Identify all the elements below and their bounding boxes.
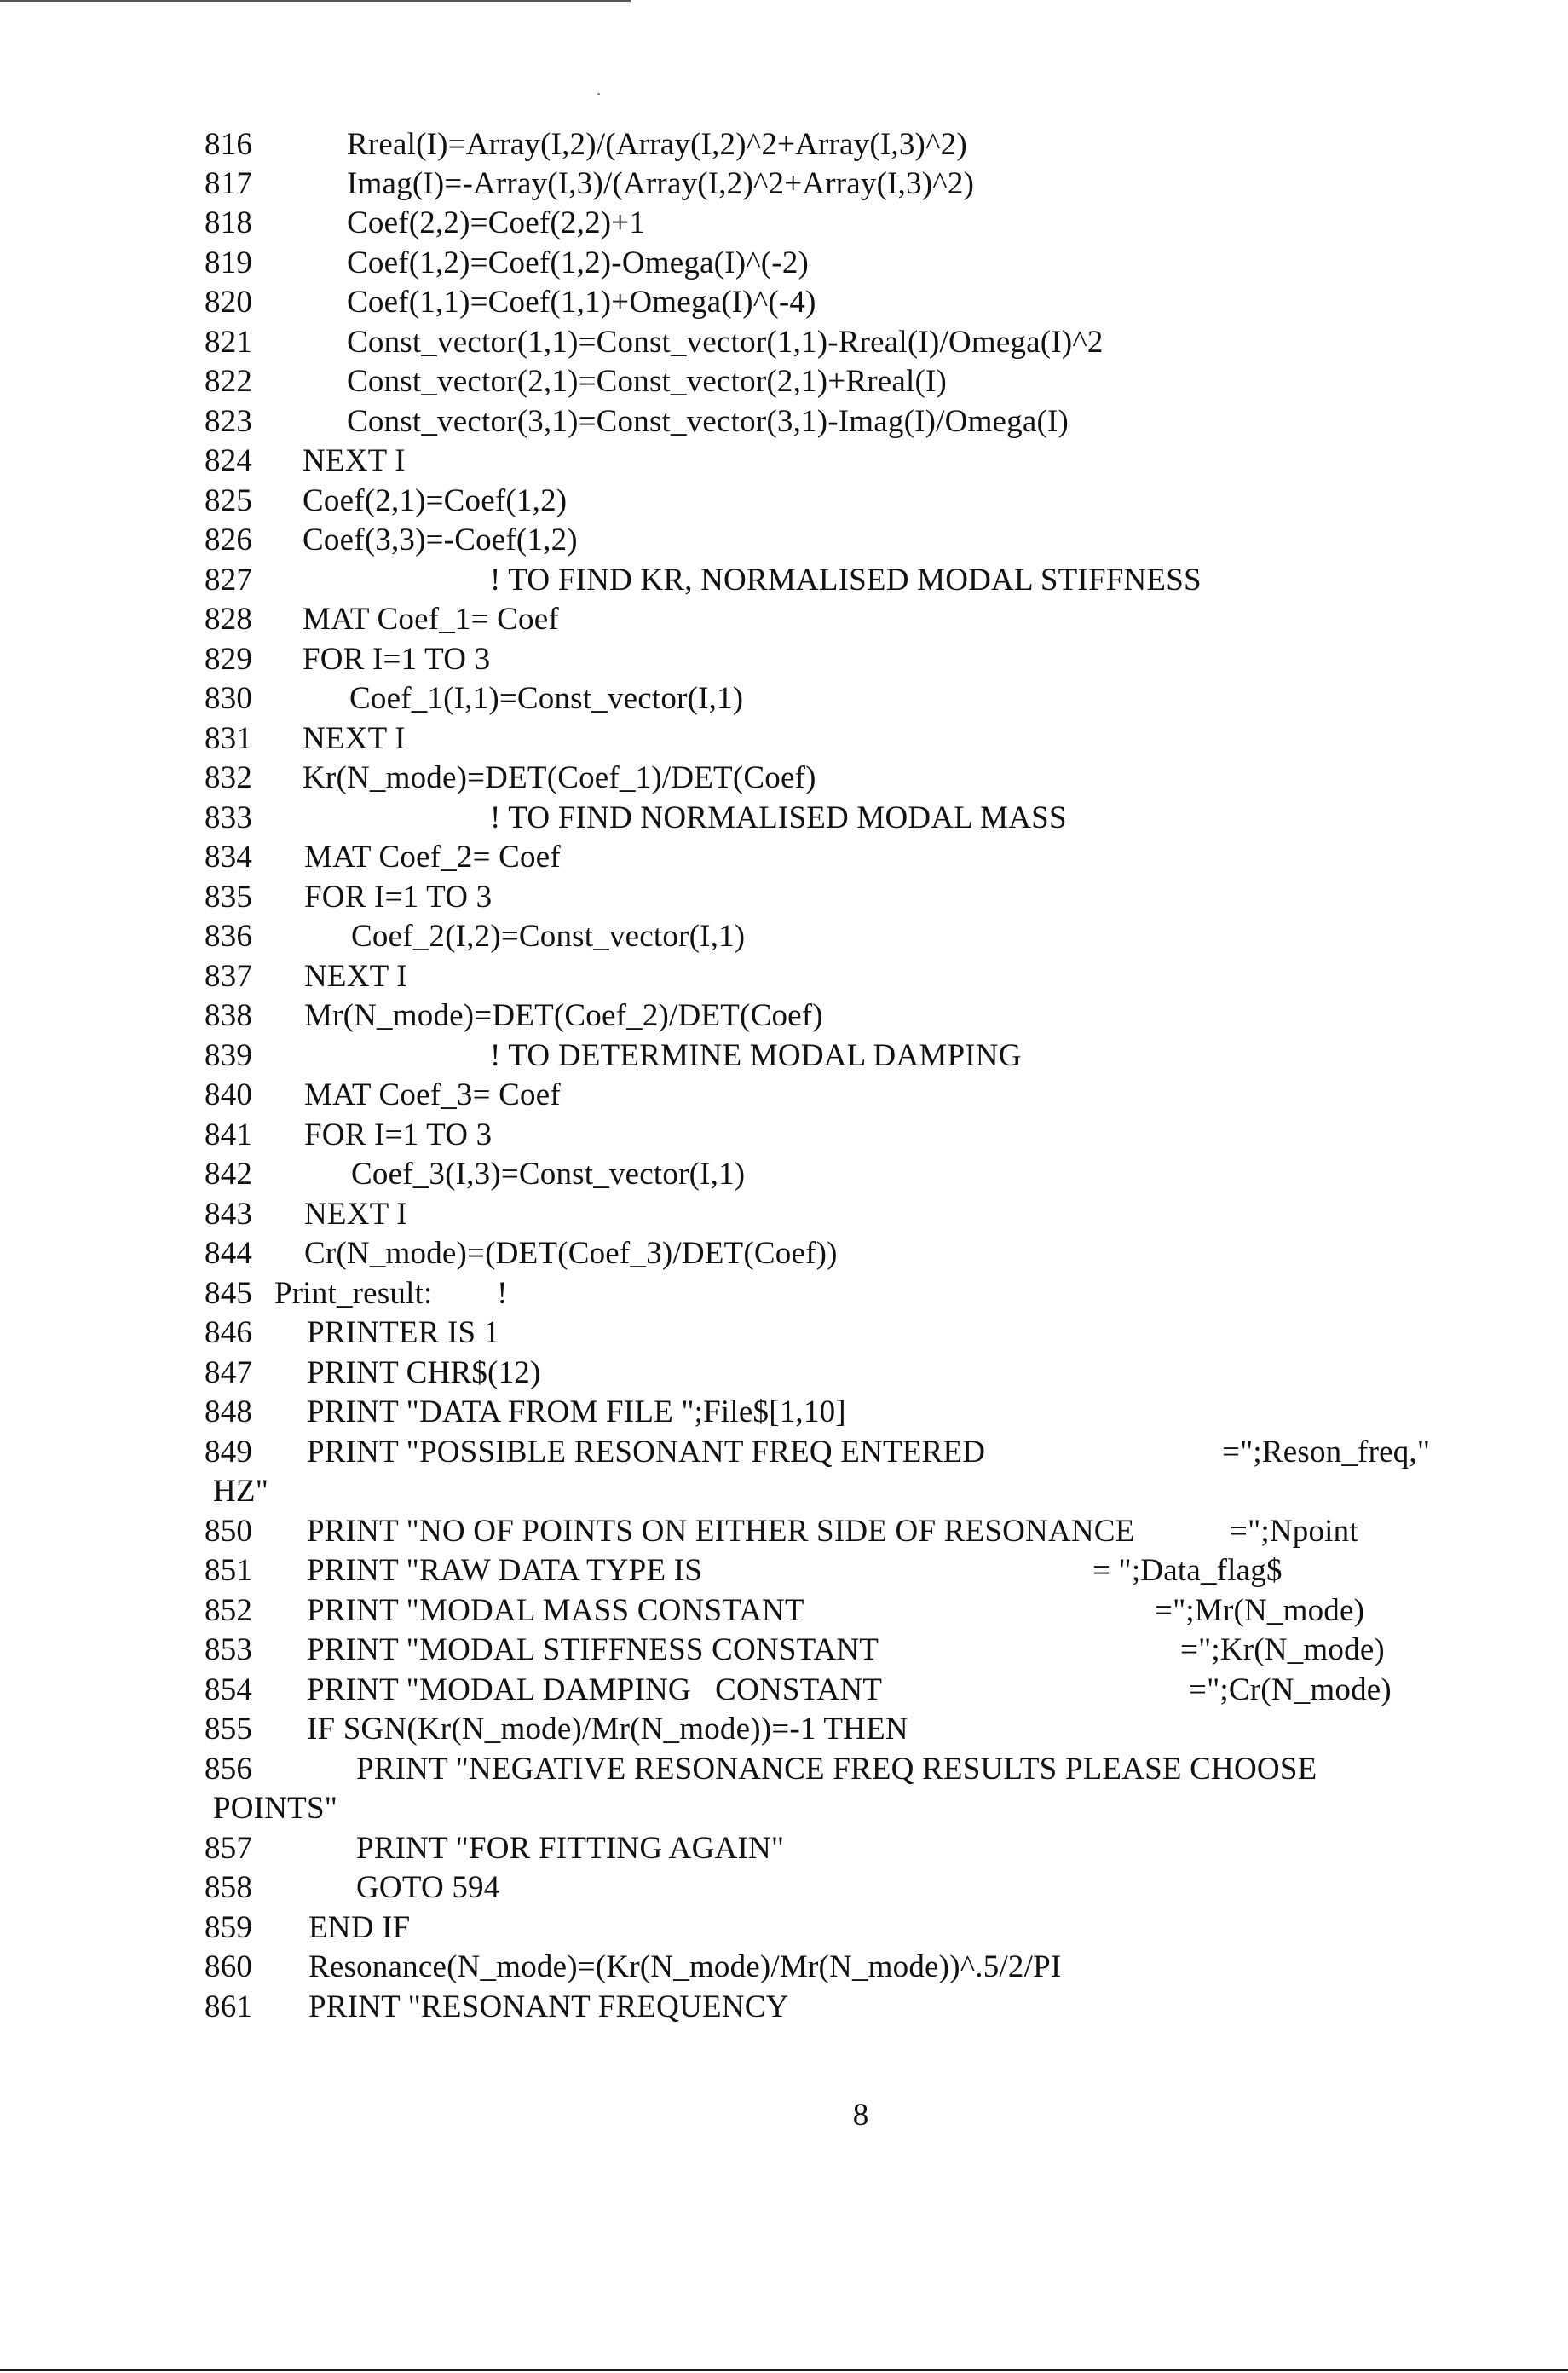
- page-number: 8: [852, 2098, 869, 2133]
- code-text: Coef_2(I,2)=Const_vector(I,1): [351, 919, 746, 954]
- line-number: 817: [205, 166, 253, 201]
- code-text: ! TO DETERMINE MODAL DAMPING: [490, 1038, 1022, 1073]
- code-text: Rreal(I)=Array(I,2)/(Array(I,2)^2+Array(I,3)^2): [347, 127, 967, 162]
- code-text: PRINT "RESONANT FREQUENCY: [308, 1989, 789, 2024]
- line-number: 838: [205, 998, 253, 1033]
- line-number: 858: [205, 1870, 253, 1905]
- line-number: 831: [205, 721, 253, 756]
- line-number: 839: [205, 1038, 253, 1073]
- line-number: 852: [205, 1593, 253, 1628]
- code-text: MAT Coef_3= Coef: [304, 1077, 561, 1112]
- line-number: 834: [205, 840, 253, 875]
- code-text: FOR I=1 TO 3: [304, 880, 493, 915]
- line-number: 851: [205, 1553, 253, 1588]
- line-number: 832: [205, 760, 253, 795]
- code-text: GOTO 594: [356, 1870, 500, 1905]
- code-text: IF SGN(Kr(N_mode)/Mr(N_mode))=-1 THEN: [307, 1712, 908, 1747]
- line-number: 841: [205, 1117, 253, 1152]
- line-number: 850: [205, 1514, 253, 1549]
- code-text: FOR I=1 TO 3: [304, 1117, 493, 1152]
- code-text: ! TO FIND KR, NORMALISED MODAL STIFFNESS: [490, 563, 1202, 598]
- code-text: FOR I=1 TO 3: [303, 642, 491, 677]
- code-text: PRINT "MODAL MASS CONSTANT: [307, 1593, 804, 1628]
- code-text: Coef(2,2)=Coef(2,2)+1: [347, 205, 646, 240]
- code-text: PRINT "NO OF POINTS ON EITHER SIDE OF RESONANCE: [307, 1514, 1135, 1549]
- code-text: PRINT "POSSIBLE RESONANT FREQ ENTERED: [307, 1435, 986, 1469]
- code-text: PRINT "MODAL DAMPING CONSTANT: [307, 1672, 883, 1707]
- line-number: 824: [205, 443, 253, 478]
- line-number: 853: [205, 1632, 253, 1667]
- line-number: 849: [205, 1435, 253, 1469]
- code-text: Const_vector(2,1)=Const_vector(2,1)+Rreal(I): [347, 364, 948, 399]
- code-text: Coef(3,3)=-Coef(1,2): [303, 523, 578, 557]
- code-text-right: =";Reson_freq,": [1222, 1435, 1431, 1469]
- line-number: 855: [205, 1712, 253, 1747]
- line-number: 821: [205, 325, 253, 360]
- code-text: PRINT "MODAL STIFFNESS CONSTANT: [307, 1632, 879, 1667]
- line-number: 840: [205, 1077, 253, 1112]
- line-number: 825: [205, 483, 253, 518]
- line-number: 819: [205, 245, 253, 280]
- line-number: 836: [205, 919, 253, 954]
- code-text: NEXT I: [304, 1197, 407, 1232]
- code-text: Resonance(N_mode)=(Kr(N_mode)/Mr(N_mode))^.5/2/PI: [308, 1949, 1062, 1984]
- line-number: 846: [205, 1315, 253, 1350]
- code-text: NEXT I: [303, 443, 406, 478]
- line-number: 847: [205, 1355, 253, 1390]
- code-text-right: =";Npoint: [1230, 1514, 1358, 1549]
- line-number: 830: [205, 681, 253, 716]
- line-number: 833: [205, 800, 253, 835]
- code-text: MAT Coef_2= Coef: [304, 840, 561, 875]
- code-text: Const_vector(3,1)=Const_vector(3,1)-Imag(I)/Omega(I): [347, 404, 1069, 439]
- code-text: HZ": [213, 1474, 269, 1509]
- bottom-scan-rule: [0, 2369, 1568, 2371]
- code-text: Coef(1,2)=Coef(1,2)-Omega(I)^(-2): [347, 245, 810, 280]
- code-text: END IF: [308, 1910, 411, 1945]
- line-number: 818: [205, 205, 253, 240]
- code-text: Cr(N_mode)=(DET(Coef_3)/DET(Coef)): [304, 1236, 838, 1271]
- code-text: PRINT "FOR FITTING AGAIN": [356, 1831, 785, 1866]
- line-number: 842: [205, 1157, 253, 1192]
- line-number: 828: [205, 602, 253, 637]
- line-number: 835: [205, 880, 253, 915]
- code-text: Coef_3(I,3)=Const_vector(I,1): [351, 1157, 746, 1192]
- code-text: Coef_1(I,1)=Const_vector(I,1): [349, 681, 744, 716]
- line-number: 843: [205, 1197, 253, 1232]
- code-text: Imag(I)=-Array(I,3)/(Array(I,2)^2+Array(I,3)^2): [347, 166, 975, 201]
- code-text: Mr(N_mode)=DET(Coef_2)/DET(Coef): [304, 998, 823, 1033]
- line-number: 820: [205, 285, 253, 320]
- code-text-right: =";Kr(N_mode): [1180, 1632, 1385, 1667]
- code-text: POINTS": [213, 1791, 338, 1826]
- line-number: 844: [205, 1236, 253, 1271]
- code-text: Const_vector(1,1)=Const_vector(1,1)-Rreal(I)/Omega(I)^2: [347, 325, 1104, 360]
- line-number: 860: [205, 1949, 253, 1984]
- line-number: 816: [205, 127, 253, 162]
- code-text: NEXT I: [303, 721, 406, 756]
- code-text: PRINT "NEGATIVE RESONANCE FREQ RESULTS PLEASE CHOOSE: [356, 1752, 1317, 1787]
- line-number: 822: [205, 364, 253, 399]
- line-number: 845: [205, 1276, 253, 1311]
- line-number: 856: [205, 1752, 253, 1787]
- code-text: NEXT I: [304, 959, 407, 994]
- code-text-right: = ";Data_flag$: [1092, 1553, 1283, 1588]
- line-number: 857: [205, 1831, 253, 1866]
- code-text: Kr(N_mode)=DET(Coef_1)/DET(Coef): [303, 760, 816, 795]
- line-number: 826: [205, 523, 253, 557]
- code-text-right: =";Mr(N_mode): [1155, 1593, 1365, 1628]
- line-number: 848: [205, 1394, 253, 1429]
- line-number: 823: [205, 404, 253, 439]
- code-text: PRINT "DATA FROM FILE ";File$[1,10]: [307, 1394, 846, 1429]
- line-number: 829: [205, 642, 253, 677]
- code-text: MAT Coef_1= Coef: [303, 602, 559, 637]
- code-text: Print_result: !: [274, 1276, 508, 1311]
- code-text: PRINT "RAW DATA TYPE IS: [307, 1553, 703, 1588]
- code-text-right: =";Cr(N_mode): [1189, 1672, 1392, 1707]
- code-text: PRINTER IS 1: [307, 1315, 500, 1350]
- line-number: 854: [205, 1672, 253, 1707]
- line-number: 837: [205, 959, 253, 994]
- code-text: PRINT CHR$(12): [307, 1355, 541, 1390]
- code-text: ! TO FIND NORMALISED MODAL MASS: [490, 800, 1067, 835]
- code-text: Coef(1,1)=Coef(1,1)+Omega(I)^(-4): [347, 285, 816, 320]
- code-text: Coef(2,1)=Coef(1,2): [303, 483, 568, 518]
- line-number: 861: [205, 1989, 253, 2024]
- line-number: 859: [205, 1910, 253, 1945]
- line-number: 827: [205, 563, 253, 598]
